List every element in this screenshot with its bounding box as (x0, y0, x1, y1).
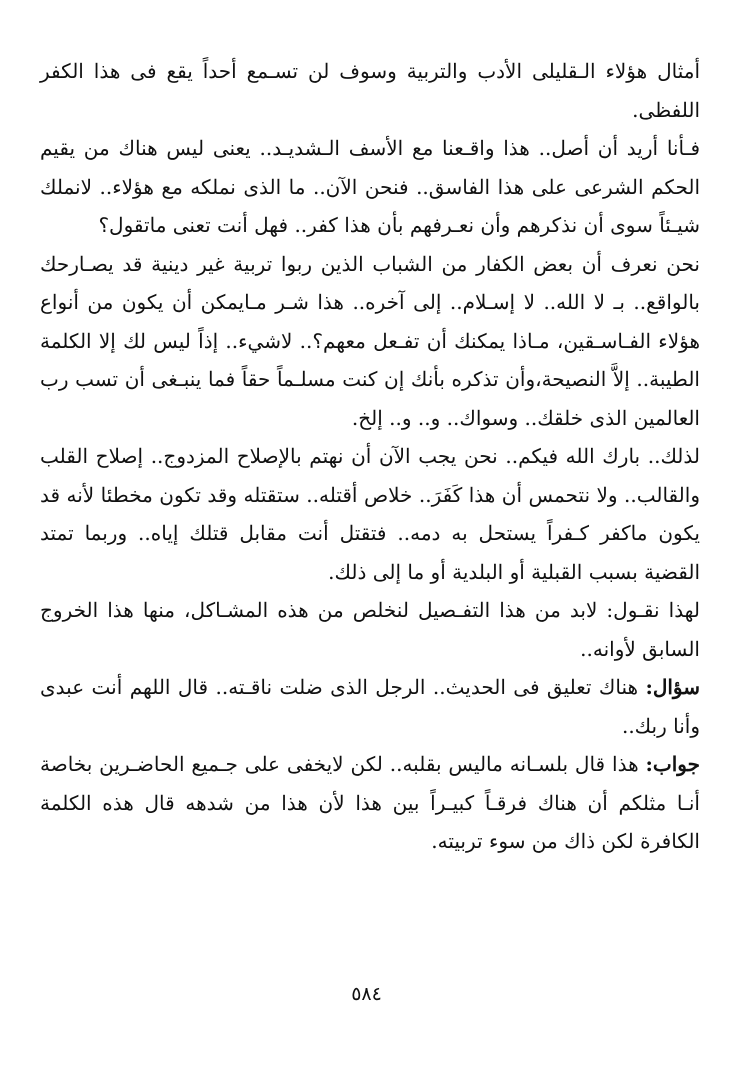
paragraph-1 (40, 52, 700, 129)
question-text: هناك تعليق فى الحديث.. الرجل الذى ضلت ناقـته.. قال اللهم أنت عبدى وأنا ربك.. (40, 675, 700, 738)
paragraph-2-text: فـأنا أريد أن أصل.. هذا واقـعنا مع الأسف الـشديـد.. يعنى ليس هناك من يقيم الحكم الشرعى على هذا الفاسق.. فنحن الآن.. ما الذى نملكه مع هؤلاء.. لانملك شيـئاً سوى أن نذكرهم وأن نعـرفهم بأن هذا كفر.. فهل أنت تعنى ماتقول؟ (40, 136, 700, 237)
paragraph-3 (40, 245, 700, 438)
paragraph-2 (40, 129, 700, 245)
question-label: سؤال: (645, 675, 700, 699)
document-body (40, 52, 700, 861)
paragraph-4 (40, 437, 700, 591)
question-paragraph (40, 668, 700, 745)
answer-label: جواب: (645, 752, 700, 776)
paragraph-3-text: نحن نعرف أن بعض الكفار من الشباب الذين ربوا تربية غير دينية قد يصـارحك بالواقع.. بـ لا الله.. لا إسـلام.. إلى آخره.. هذا شـر مـايمكن أن يكون من أنواع هؤلاء الفـاسـقين، مـاذا يمكنك أن تفـعل معهم؟.. لاشيء.. إذاً ليس لك إلا الكلمة الطيبة.. إلاَّ النصيحة،وأن تذكره بأنك إن كنت مسلـماً حقاً فما ينبـغى أن تسب رب العالمين الذى خلقك.. وسواك.. و.. و.. إلخ. (40, 251, 700, 430)
paragraph-5-text: لهذا نقـول: لابد من هذا التفـصيل لنخلص من هذه المشـاكل، منها هذا الخروج السابق لأوانه.. (40, 598, 700, 661)
answer-paragraph (40, 745, 700, 861)
answer-text: هذا قال بلسـانه ماليس بقلبه.. لكن لايخفى على جـميع الحاضـرين بخاصة أنـا مثلكم أن هناك فرقـاً كبيـراً بين هذا لأن هذا من شدهه قال هذه الكلمة الكافرة لكن ذاك من سوء تربيته. (40, 752, 700, 853)
paragraph-1-text: أمثال هؤلاء الـقليلى الأدب والتربية وسوف لن تسـمع أحداً يقع فى هذا الكفر اللفظى. (40, 59, 700, 122)
paragraph-4-text: لذلك.. بارك الله فيكم.. نحن يجب الآن أن نهتم بالإصلاح المزدوج.. إصلاح القلب والقالب.. ولا نتحمس أن هذا كَفَرَ.. خلاص أقتله.. ستقتله وقد تكون مخطئا لأنه قد يكون ماكفر كـفراً يستحل به دمه.. فتقتل أنت مقابل قتلك إياه.. وربما تمتد القضية بسبب القبلية أو البلدية أو ما إلى ذلك. (40, 444, 700, 584)
paragraph-5 (40, 591, 700, 668)
page-number: ٥٨٤ (351, 983, 382, 1005)
